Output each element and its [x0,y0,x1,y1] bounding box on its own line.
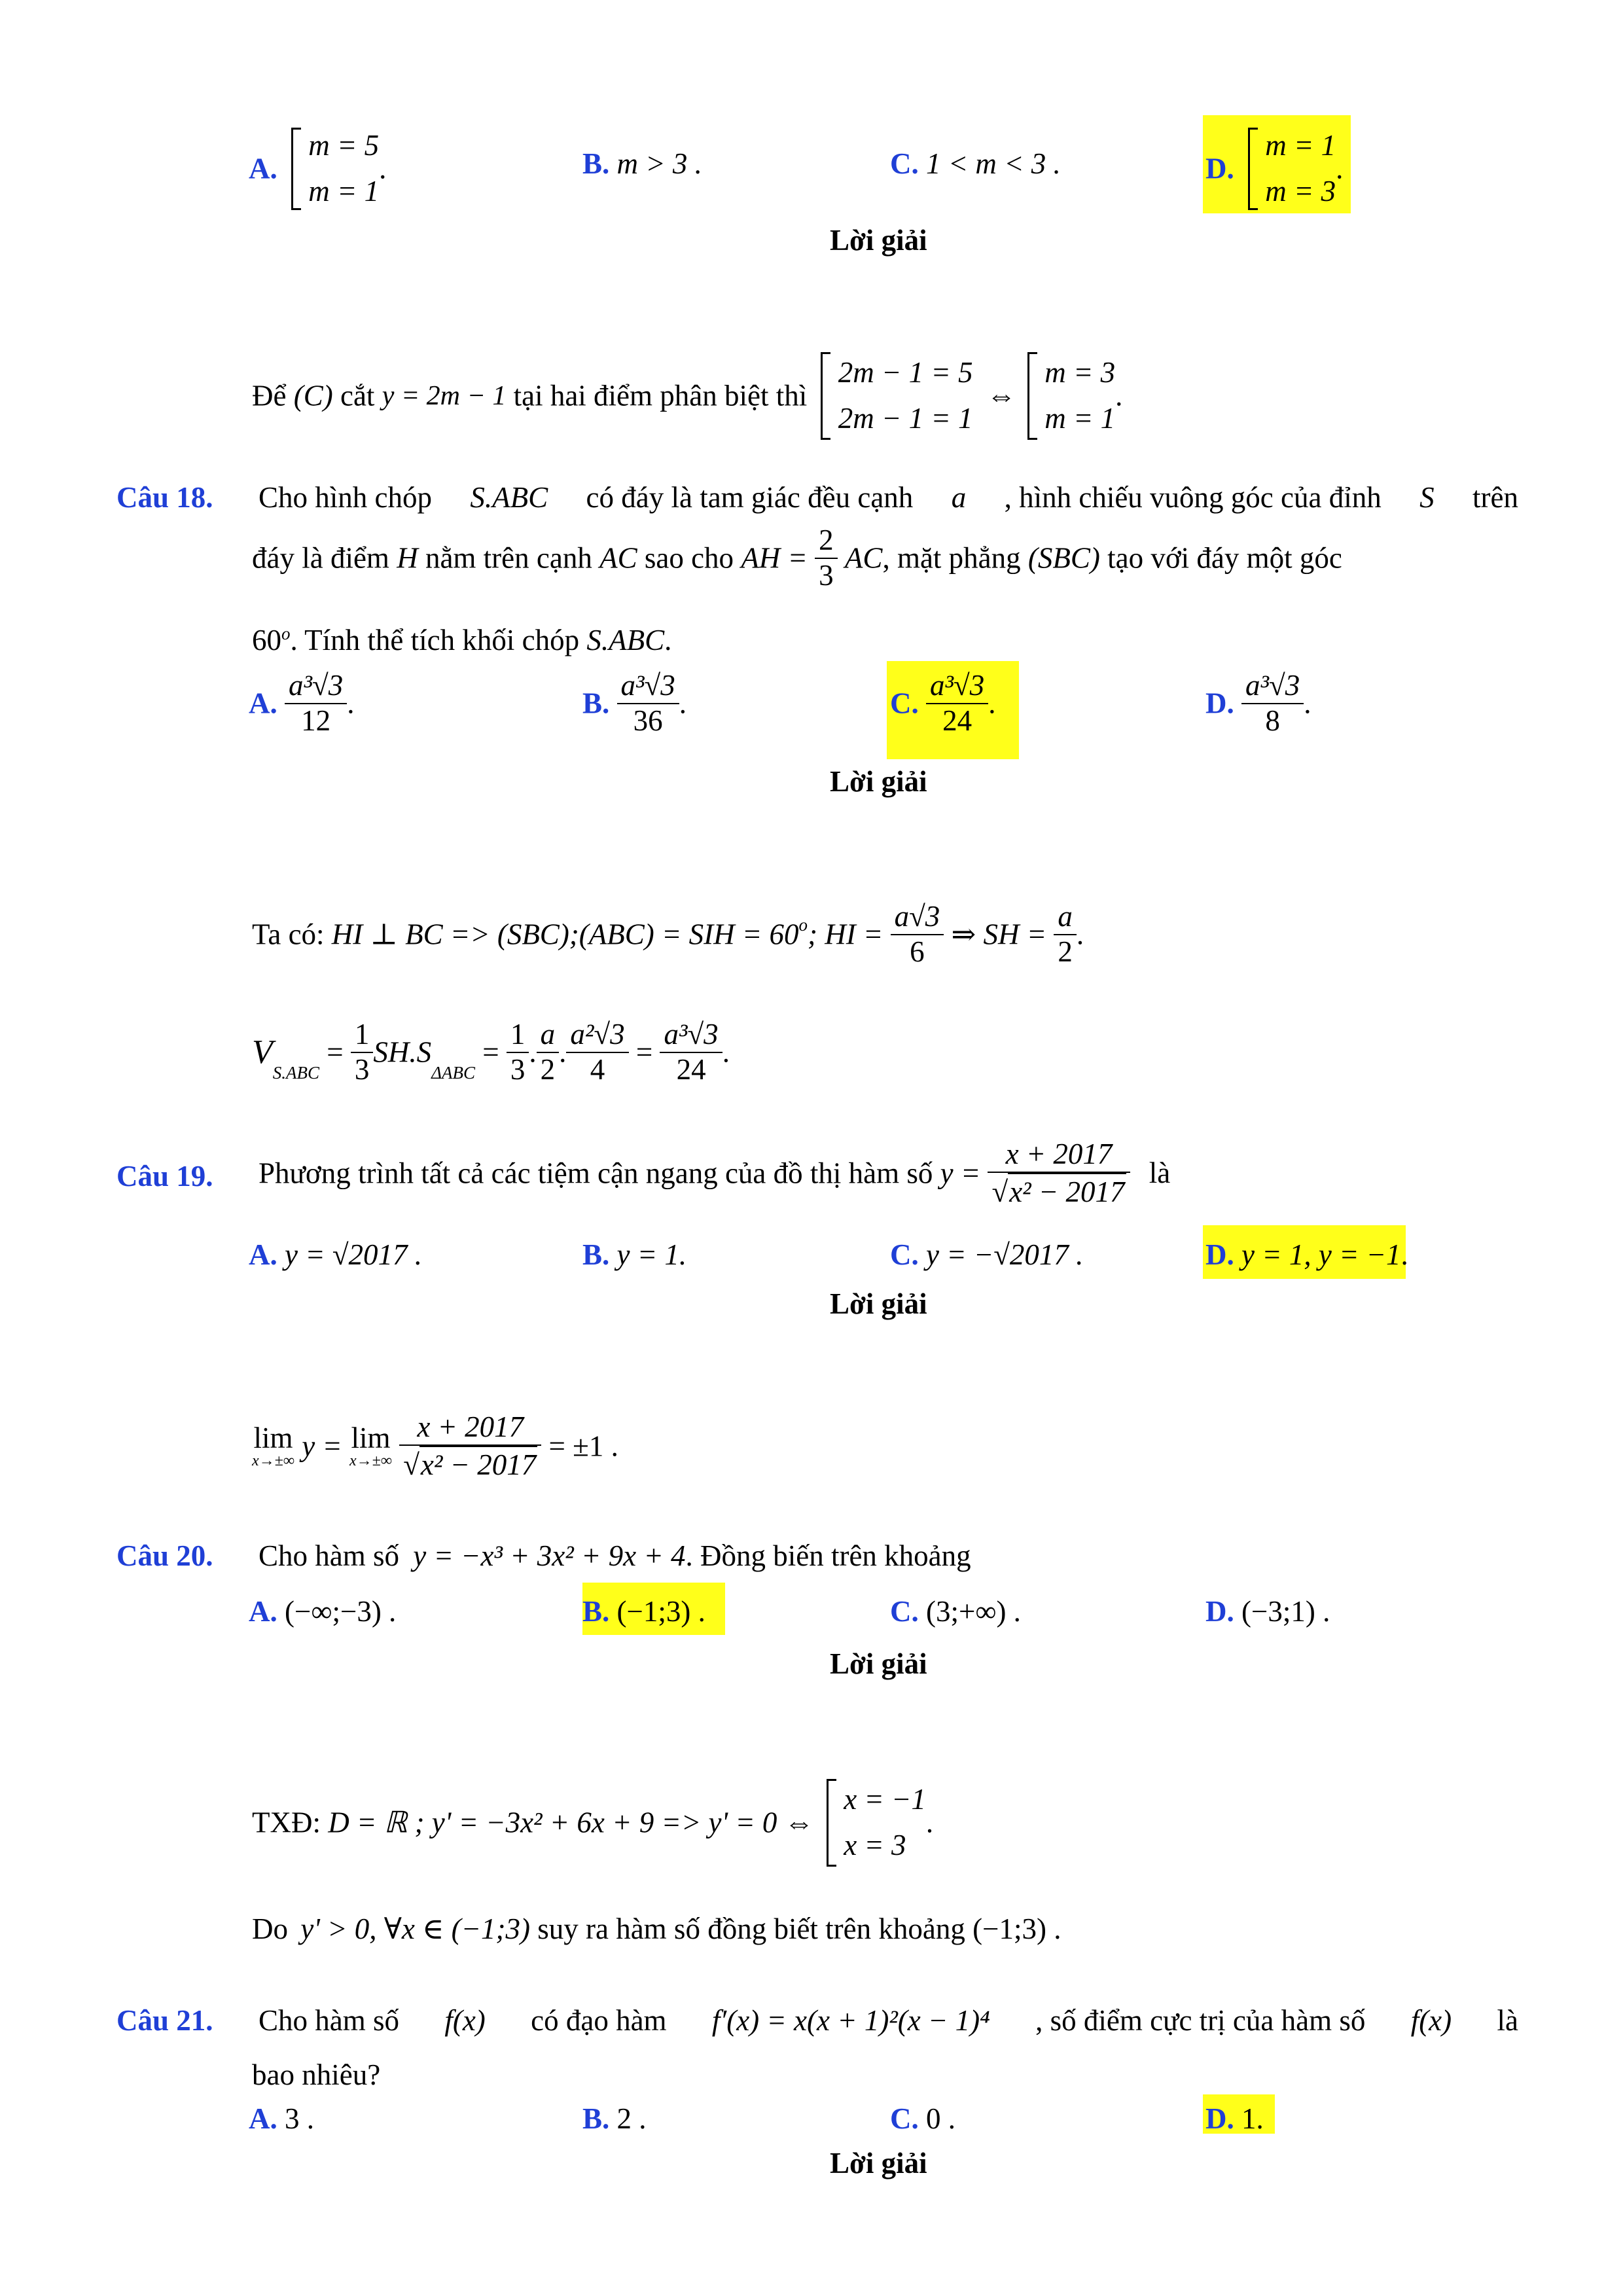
lim-word: lim [351,1422,391,1455]
math: (−1;3) . [972,1912,1061,1945]
system-line: m = 3 [1044,356,1116,389]
text: có đáy là tam giác đều cạnh [586,481,914,514]
system-line: x = 3 [844,1828,906,1861]
text: . Đồng biến trên khoảng [685,1539,971,1572]
text: trên [1472,481,1518,514]
answer-text: y = √2017 . [285,1238,423,1271]
math: S.ABC [586,624,665,656]
fraction [566,1018,628,1087]
system [838,350,973,442]
math: D = ℝ ; y' = −3x² + 6x + 9 => y' = 0 ⇔ [328,1806,814,1839]
question-number: Câu 21. [116,2004,213,2037]
question-number: Câu 18. [116,481,213,514]
lim-word: lim [253,1422,293,1455]
answer-label: A. [249,2102,277,2135]
punct: . [925,1806,934,1839]
prev-answer-b [582,149,702,179]
math: S.ABC [470,481,548,514]
numerator: a [1054,900,1077,935]
punct: . [664,624,672,656]
denominator: √x² − 2017 [988,1173,1130,1210]
text: Phương trình tất cả các tiệm cận ngang của đồ thị hàm số [259,1157,933,1190]
system [1265,123,1336,215]
answer-label: C. [890,2102,919,2135]
question-text-line [259,1541,971,1571]
math: = [482,1035,499,1069]
math: (SBC) [1027,541,1100,575]
radicand: x² − 2017 [419,1446,537,1482]
math: ⇒ SH = [951,918,1047,951]
answer-label: B. [582,687,610,720]
math: 60 [252,624,281,656]
system-line: 2m − 1 = 1 [838,401,973,435]
system [844,1777,926,1869]
math: ; HI = [807,918,883,951]
system [308,123,379,215]
answer-text: 1 < m < 3 . [926,147,1061,180]
punct: . [679,687,687,720]
numerator: x + 2017 [399,1410,541,1446]
solution-heading: Lời giải [830,1647,927,1680]
math: AH = [741,541,808,575]
solution-heading: Lời giải [830,1287,927,1320]
question-text-line [259,483,1518,512]
answer-label: B. [582,147,610,180]
bracket [827,1779,836,1867]
answer-label: B. [582,1238,610,1271]
answer-a [249,1240,422,1270]
text: sao cho [644,541,734,575]
prev-solution [252,350,1122,442]
answer-d [1205,669,1311,738]
answer-a [249,1597,396,1626]
math: AC [844,541,883,575]
question-number: Câu 20. [116,1539,213,1572]
math: y = [940,1157,981,1190]
limit [349,1424,392,1469]
numerator: 2 [815,524,838,559]
answer-text: 0 . [926,2102,955,2135]
subscript: S.ABC [272,1063,320,1083]
denominator: 12 [301,704,331,737]
text: cắt [340,379,375,412]
system-line: m = 1 [308,174,380,207]
fraction [1054,900,1077,969]
fraction [285,669,347,738]
solution-line [252,1410,618,1482]
answer-text: m > 3 . [616,147,702,180]
answer-text: (−∞;−3) . [285,1595,397,1628]
fraction [351,1018,374,1087]
fraction [617,669,679,738]
text: Cho hình chóp [259,481,432,514]
math: V [252,1033,273,1071]
answer-label: A. [249,1238,277,1271]
answer-label: A. [249,152,277,185]
denominator: 4 [590,1052,605,1086]
limit [252,1424,294,1469]
system-line: m = 1 [1265,129,1336,162]
fraction [537,1018,560,1087]
numerator: 1 [507,1018,529,1053]
text: . Tính thể tích khối chóp [290,624,580,656]
answer-text: (3;+∞) . [926,1595,1021,1628]
answer-d [1205,1597,1330,1626]
fraction [660,1018,722,1087]
solution-heading: Lời giải [830,224,927,257]
denominator: 3 [819,558,834,592]
denominator: 36 [633,704,663,737]
answer-b [582,1597,705,1626]
math: AC [599,541,637,575]
numerator: a√3 [891,900,944,935]
answer-label: C. [890,1238,919,1271]
answer-label: D. [1205,1595,1234,1628]
text: , mặt phẳng [882,541,1021,575]
degree: o [281,624,291,643]
denominator: 2 [540,1052,556,1086]
radicand: x² − 2017 [1008,1173,1126,1210]
numerator: a³√3 [285,669,347,704]
numerator: a [537,1018,560,1053]
answer-text: y = 1. [616,1238,687,1271]
punct: . [559,1035,567,1069]
fraction [399,1410,541,1482]
solution-line [252,1018,730,1087]
answer-label: A. [249,1595,277,1628]
numerator: a³√3 [617,669,679,704]
answer-c [890,669,995,738]
answer-label: B. [582,2102,610,2135]
answer-label: B. [582,1595,610,1628]
prev-answer-d [1205,123,1343,215]
punct: . [1304,687,1311,720]
answer-text: y = 1, y = −1 [1241,1238,1401,1271]
denominator: 3 [510,1052,526,1086]
answer-a [249,2104,314,2134]
question-text-line: bao nhiêu? [252,2058,381,2091]
solution-heading: Lời giải [830,2147,927,2179]
answer-b [582,1240,687,1270]
text: , số điểm cực trị của hàm số [1035,2004,1366,2037]
fraction [891,900,944,969]
answer-label: D. [1205,2102,1234,2135]
fraction [507,1018,529,1087]
answer-text: (−1;3) . [616,1595,705,1628]
prev-answer-c [890,149,1061,179]
answer-c [890,2104,955,2134]
math: S [1419,481,1435,514]
math: SH.S [373,1035,432,1069]
system-line: m = 3 [1265,174,1336,207]
punct: . [529,1035,537,1069]
text: Ta có: [252,918,325,951]
answer-d [1205,1240,1408,1270]
math: (C) [293,379,333,412]
answer-text: 3 . [285,2102,314,2135]
fraction [815,524,838,593]
math: HI ⊥ BC => (SBC);(ABC) = SIH = 60 [331,918,799,951]
question-number: Câu 19. [116,1160,213,1193]
prev-answer-a [249,123,386,215]
answer-label: C. [890,687,919,720]
system [1044,350,1115,442]
text: có đạo hàm [531,2004,667,2037]
answer-text: y = −√2017 . [926,1238,1084,1271]
math: y = 2m − 1 [382,380,507,411]
math: y' > 0, ∀x ∈ (−1;3) [300,1912,530,1945]
numerator: a²√3 [566,1018,628,1053]
answer-label: D. [1205,687,1234,720]
punct: . [379,152,387,185]
math: H [397,541,418,575]
text: TXĐ: [252,1806,321,1839]
denominator: 24 [676,1052,706,1086]
text: , hình chiếu vuông góc của đỉnh [1004,481,1382,514]
equals: = [635,1035,653,1069]
denominator: 24 [942,704,972,737]
answer-c [890,1240,1083,1270]
bracket [291,128,301,210]
punct: . [1076,918,1084,951]
math: y = −x³ + 3x² + 9x + 4 [413,1539,686,1572]
numerator: a³√3 [660,1018,722,1053]
text: Để [252,379,287,412]
text: là [1149,1157,1171,1190]
solution-line [252,1914,1061,1944]
answer-c [890,1597,1021,1626]
solution-line [252,1777,933,1869]
answer-text: (−3;1) . [1241,1595,1330,1628]
question-text-line [259,1138,1170,1210]
system-line: 2m − 1 = 5 [838,356,973,389]
solution-heading: Lời giải [830,765,927,798]
denominator: √x² − 2017 [399,1446,541,1482]
iff-symbol: ⇔ [986,379,1016,412]
answer-label: C. [890,1595,919,1628]
bracket [1027,352,1037,440]
denominator: 3 [354,1052,370,1086]
text: tạo với đáy một góc [1107,541,1342,575]
numerator: x + 2017 [988,1138,1130,1173]
text: Do [252,1912,288,1945]
answer-a [249,669,354,738]
fraction [1241,669,1304,738]
answer-label: C. [890,147,919,180]
lim-subscript: x→±∞ [252,1452,294,1470]
subscript: ΔABC [431,1063,475,1083]
text: suy ra hàm số đồng biết trên khoảng [537,1912,965,1945]
answer-label: D. [1205,1238,1234,1271]
answer-text: 1. [1241,2102,1264,2135]
denominator: 2 [1058,935,1073,968]
numerator: a³√3 [926,669,988,704]
bracket [1248,128,1258,210]
punct: . [1400,1238,1408,1271]
punct: . [347,687,355,720]
answer-label: A. [249,687,277,720]
text: đáy là điểm [252,541,389,575]
solution-line [252,900,1084,969]
degree: o [798,915,808,935]
question-text-line [252,625,671,655]
system-line: m = 5 [308,129,380,162]
punct: . [722,1035,730,1069]
system-line: x = −1 [844,1783,926,1816]
answer-text: 2 . [616,2102,647,2135]
numerator: a³√3 [1241,669,1304,704]
answer-b [582,2104,647,2134]
lim-subscript: x→±∞ [349,1452,392,1470]
question-text-line [252,524,1342,593]
system-line: m = 1 [1044,401,1116,435]
math: f(x) [1410,2004,1452,2037]
fraction [926,669,988,738]
text: Cho hàm số [259,2004,400,2037]
math: f(x) [444,2004,486,2037]
math: y = [302,1429,342,1463]
punct: . [988,687,996,720]
text: nằm trên cạnh [425,541,592,575]
math: f′(x) = x(x + 1)²(x − 1)⁴ [711,2004,990,2037]
fraction [988,1138,1130,1210]
punct: . [1115,379,1123,412]
text: tại hai điểm phân biệt thì [513,379,808,412]
answer-b [582,669,687,738]
math: = [327,1035,344,1069]
denominator: 8 [1265,704,1280,737]
answer-d [1205,2104,1264,2134]
answer-label: D. [1205,152,1234,185]
numerator: 1 [351,1018,374,1053]
text: là [1497,2004,1518,2037]
math: = ±1 . [548,1429,618,1463]
math: a [951,481,967,514]
question-text-line [259,2006,1518,2036]
bracket [821,352,830,440]
text: Cho hàm số [259,1539,400,1572]
denominator: 6 [910,935,925,968]
punct: . [1336,152,1344,185]
